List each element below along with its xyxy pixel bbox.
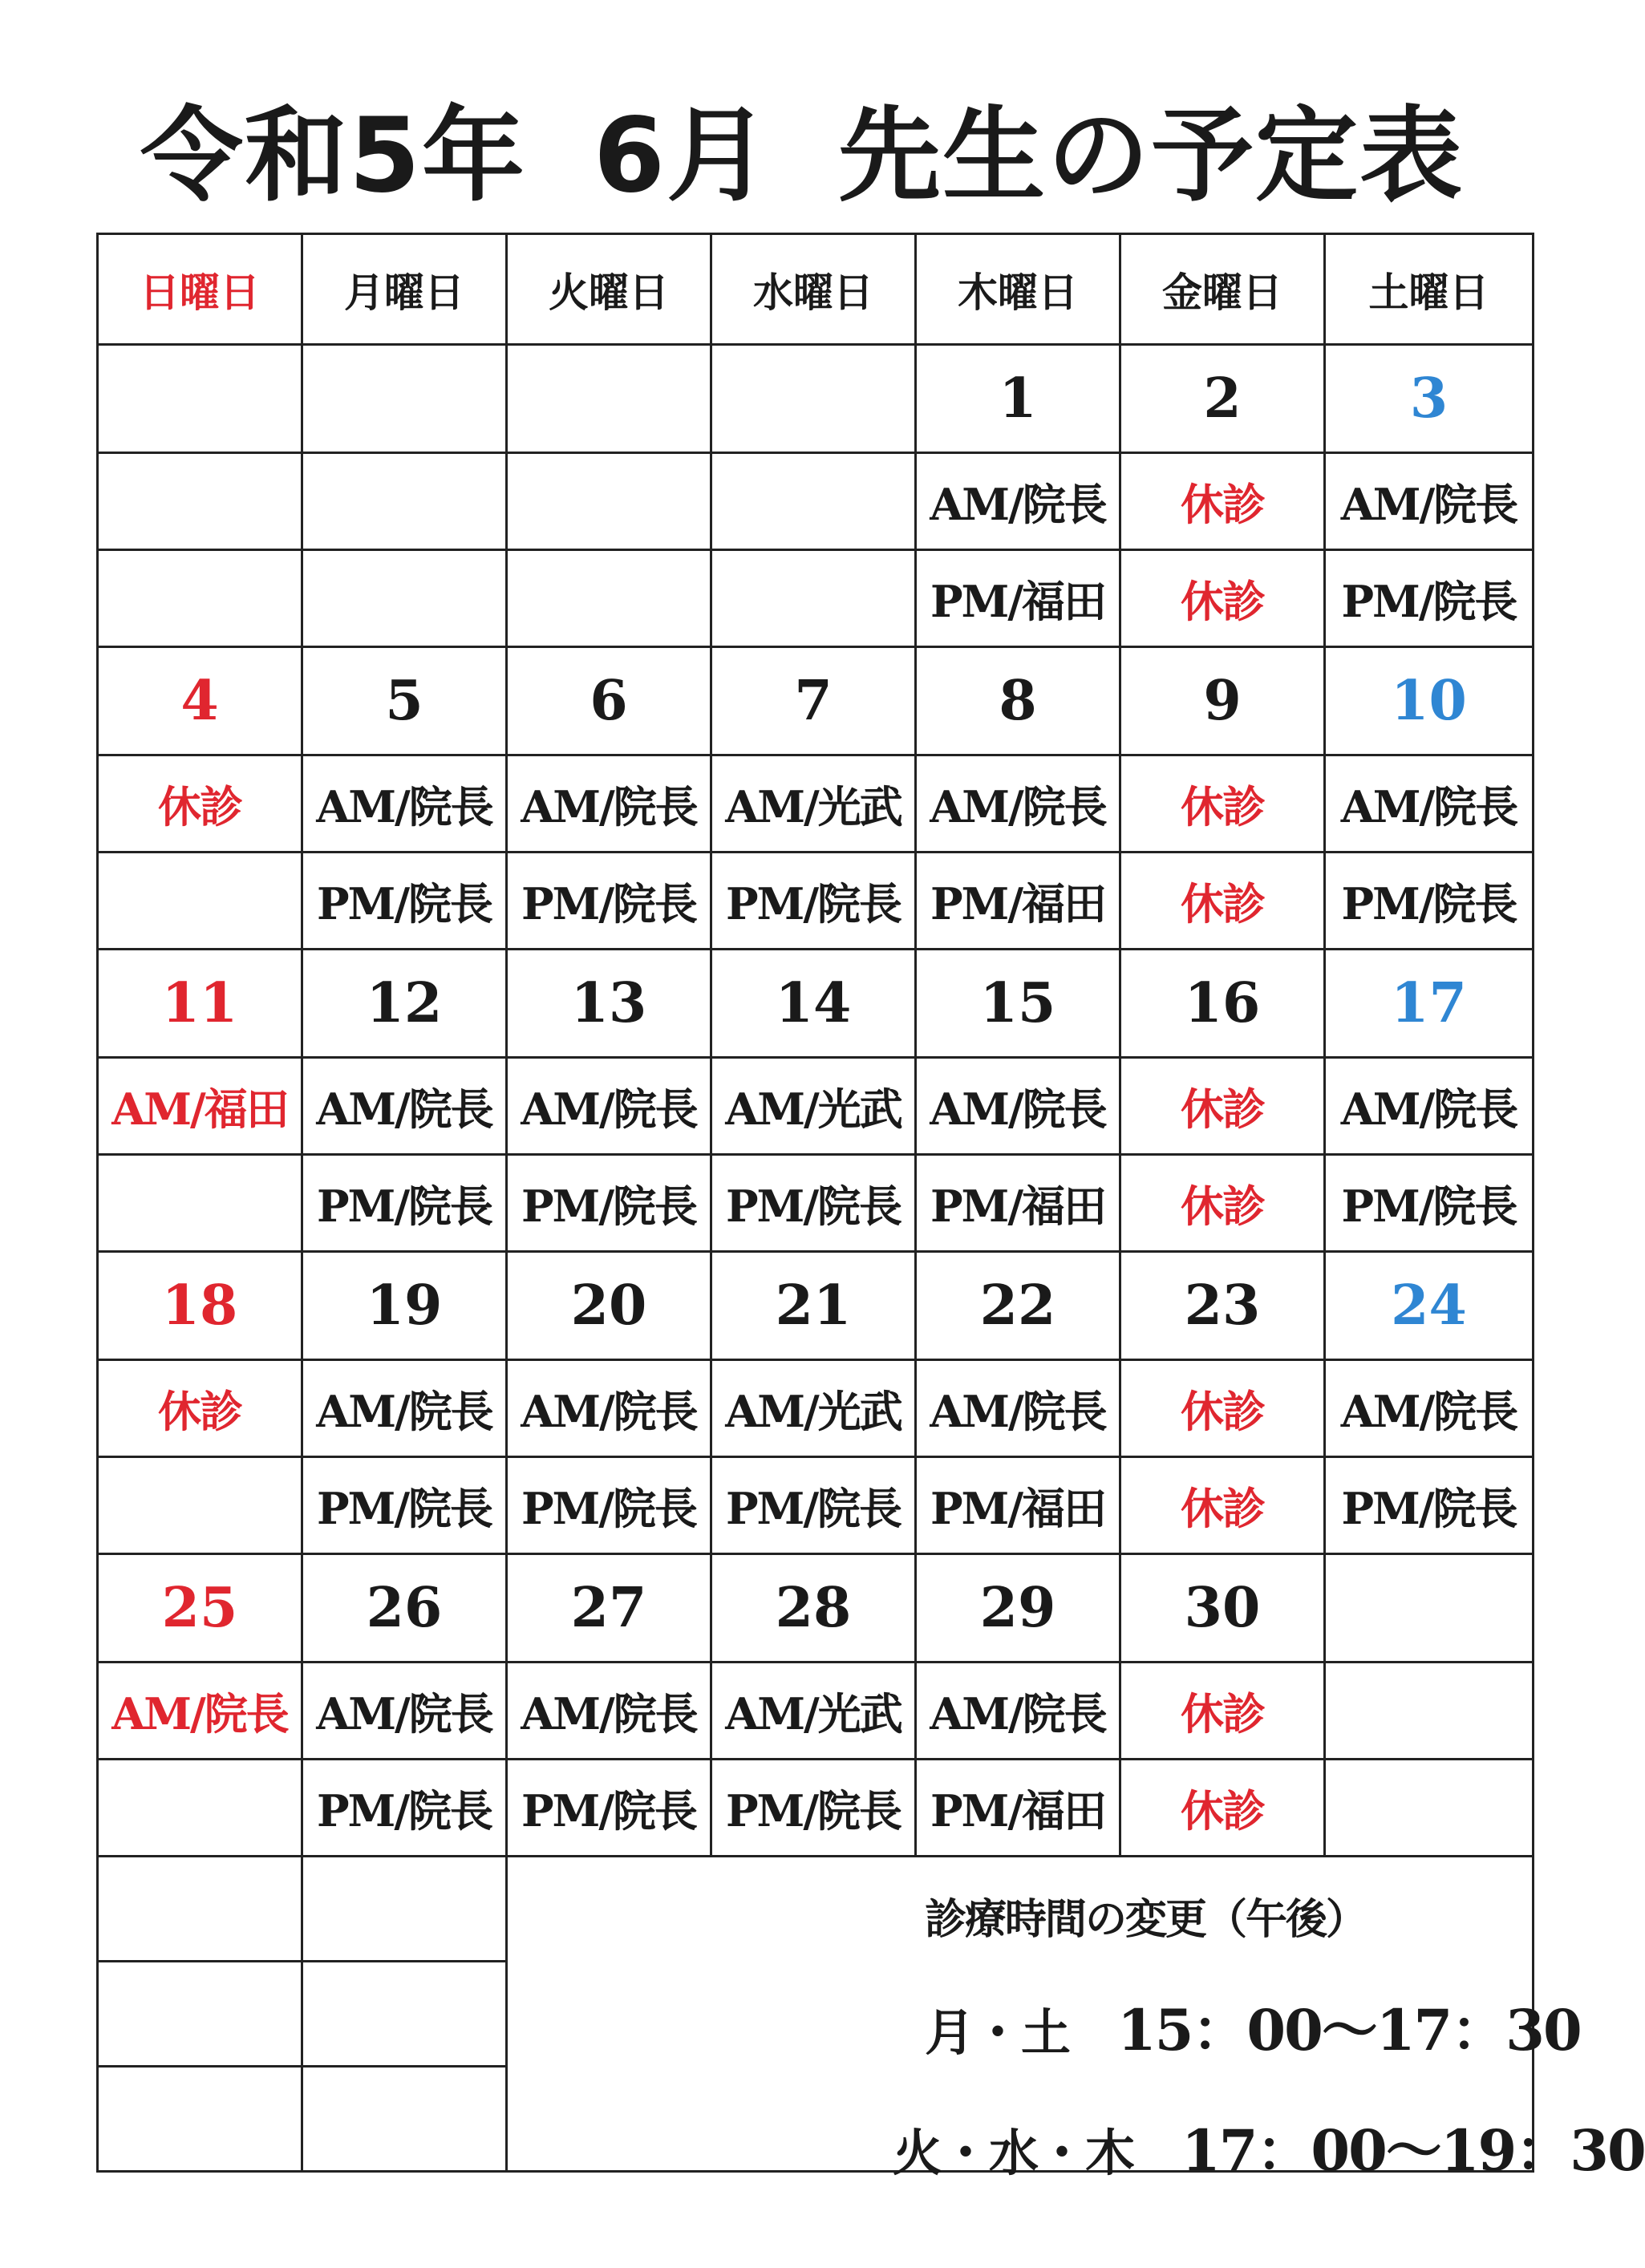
week-3-am-schedule-row: [98, 1058, 1534, 1155]
pm-schedule-cell: PM/院長: [711, 1457, 916, 1554]
day-number-cell: 18: [98, 1252, 302, 1360]
week-1-am-schedule-row: [98, 453, 1534, 550]
am-schedule-cell: AM/院長: [916, 755, 1120, 853]
week-2-day-number-row: [98, 647, 1534, 755]
am-schedule-cell: 休診: [1120, 1360, 1325, 1457]
am-schedule-cell: AM/院長: [1325, 1360, 1534, 1457]
weekday-header: 火曜日: [507, 234, 711, 345]
day-number-cell: 21: [711, 1252, 916, 1360]
day-number-cell: 6: [507, 647, 711, 755]
pm-schedule-cell: PM/院長: [711, 1155, 916, 1252]
am-schedule-cell: 休診: [1120, 453, 1325, 550]
am-schedule-cell: AM/院長: [302, 1663, 507, 1760]
pm-schedule-cell: 休診: [1120, 853, 1325, 950]
blank-cell: [302, 2067, 507, 2172]
am-schedule-cell: [302, 453, 507, 550]
day-number-cell: [1325, 1554, 1534, 1663]
blank-cell: [302, 1857, 507, 1962]
week-1-pm-schedule-row: [98, 550, 1534, 647]
pm-schedule-cell: PM/院長: [302, 1760, 507, 1857]
day-number-cell: 10: [1325, 647, 1534, 755]
pm-schedule-cell: PM/福田: [916, 853, 1120, 950]
day-number-cell: [302, 345, 507, 453]
notice-time: 17：00～19：30: [1181, 2117, 1645, 2184]
pm-schedule-cell: PM/福田: [916, 550, 1120, 647]
day-number-cell: 17: [1325, 950, 1534, 1058]
am-schedule-cell: AM/福田: [98, 1058, 302, 1155]
pm-schedule-cell: PM/院長: [507, 853, 711, 950]
pm-schedule-cell: [98, 1457, 302, 1554]
am-schedule-cell: 休診: [98, 1360, 302, 1457]
day-number-cell: 1: [916, 345, 1120, 453]
day-number-cell: 11: [98, 950, 302, 1058]
pm-schedule-cell: PM/院長: [1325, 550, 1534, 647]
page-title: [0, 88, 1604, 225]
day-number-cell: 20: [507, 1252, 711, 1360]
am-schedule-cell: AM/院長: [98, 1663, 302, 1760]
week-3-pm-schedule-row: [98, 1155, 1534, 1252]
am-schedule-cell: AM/院長: [302, 1058, 507, 1155]
hours-notice-box: [508, 1857, 1645, 2184]
pm-schedule-cell: [1325, 1760, 1534, 1857]
day-number-cell: 2: [1120, 345, 1325, 453]
day-number-cell: 4: [98, 647, 302, 755]
pm-schedule-cell: PM/院長: [711, 853, 916, 950]
weekday-header: 金曜日: [1120, 234, 1325, 345]
pm-schedule-cell: 休診: [1120, 1760, 1325, 1857]
day-number-cell: [711, 345, 916, 453]
blank-cell: [98, 1962, 302, 2067]
am-schedule-cell: [1325, 1663, 1534, 1760]
pm-schedule-cell: PM/院長: [507, 1457, 711, 1554]
am-schedule-cell: AM/光武: [711, 1360, 916, 1457]
footer-row: [98, 1857, 1534, 1962]
title-main: 先生の予定表: [838, 96, 1465, 216]
week-1-day-number-row: [98, 345, 1534, 453]
day-number-cell: 13: [507, 950, 711, 1058]
day-number-cell: 7: [711, 647, 916, 755]
am-schedule-cell: AM/院長: [916, 1058, 1120, 1155]
pm-schedule-cell: PM/院長: [1325, 1155, 1534, 1252]
title-month: 6月: [593, 96, 772, 216]
am-schedule-cell: AM/院長: [916, 1360, 1120, 1457]
pm-schedule-cell: PM/院長: [302, 853, 507, 950]
pm-schedule-cell: 休診: [1120, 1155, 1325, 1252]
pm-schedule-cell: [98, 853, 302, 950]
week-4-pm-schedule-row: [98, 1457, 1534, 1554]
pm-schedule-cell: [98, 550, 302, 647]
weekday-header: 木曜日: [916, 234, 1120, 345]
day-number-cell: 28: [711, 1554, 916, 1663]
day-number-cell: 30: [1120, 1554, 1325, 1663]
am-schedule-cell: 休診: [98, 755, 302, 853]
am-schedule-cell: AM/院長: [507, 1360, 711, 1457]
day-number-cell: 23: [1120, 1252, 1325, 1360]
day-number-cell: 15: [916, 950, 1120, 1058]
am-schedule-cell: [507, 453, 711, 550]
pm-schedule-cell: PM/福田: [916, 1760, 1120, 1857]
am-schedule-cell: AM/院長: [1325, 755, 1534, 853]
blank-cell: [98, 1857, 302, 1962]
week-4-am-schedule-row: [98, 1360, 1534, 1457]
day-number-cell: 29: [916, 1554, 1120, 1663]
day-number-cell: [507, 345, 711, 453]
day-number-cell: 5: [302, 647, 507, 755]
pm-schedule-cell: PM/院長: [711, 1760, 916, 1857]
blank-cell: [302, 1962, 507, 2067]
day-number-cell: 9: [1120, 647, 1325, 755]
day-number-cell: 22: [916, 1252, 1120, 1360]
am-schedule-cell: AM/光武: [711, 1058, 916, 1155]
weekday-header: 日曜日: [98, 234, 302, 345]
day-number-cell: [98, 345, 302, 453]
day-number-cell: 27: [507, 1554, 711, 1663]
pm-schedule-cell: 休診: [1120, 1457, 1325, 1554]
am-schedule-cell: AM/院長: [916, 453, 1120, 550]
notice-row: [893, 2106, 1645, 2187]
week-4-day-number-row: [98, 1252, 1534, 1360]
pm-schedule-cell: PM/院長: [507, 1155, 711, 1252]
am-schedule-cell: AM/光武: [711, 755, 916, 853]
pm-schedule-cell: PM/院長: [302, 1155, 507, 1252]
notice-days: 月・土: [925, 2003, 1070, 2062]
am-schedule-cell: AM/院長: [1325, 453, 1534, 550]
day-number-cell: 8: [916, 647, 1120, 755]
am-schedule-cell: AM/院長: [1325, 1058, 1534, 1155]
day-number-cell: 25: [98, 1554, 302, 1663]
schedule-table: [96, 233, 1645, 2184]
pm-schedule-cell: PM/福田: [916, 1457, 1120, 1554]
hours-notice: [507, 1857, 1645, 2184]
notice-time: 15：00～17：30: [1117, 1997, 1581, 2063]
pm-schedule-cell: PM/院長: [507, 1760, 711, 1857]
am-schedule-cell: AM/院長: [507, 1663, 711, 1760]
am-schedule-cell: 休診: [1120, 1058, 1325, 1155]
pm-schedule-cell: PM/院長: [1325, 1457, 1534, 1554]
notice-days: 火・水・木: [893, 2124, 1134, 2182]
day-number-cell: 12: [302, 950, 507, 1058]
day-number-cell: 16: [1120, 950, 1325, 1058]
pm-schedule-cell: PM/院長: [1325, 853, 1534, 950]
am-schedule-cell: 休診: [1120, 1663, 1325, 1760]
week-5-pm-schedule-row: [98, 1760, 1534, 1857]
pm-schedule-cell: [98, 1760, 302, 1857]
weekday-header: 月曜日: [302, 234, 507, 345]
am-schedule-cell: AM/院長: [916, 1663, 1120, 1760]
notice-row: [925, 1986, 1581, 2067]
title-era: 令和5年: [140, 96, 526, 216]
pm-schedule-cell: [98, 1155, 302, 1252]
weekday-header-row: [98, 234, 1534, 345]
weekday-header: 土曜日: [1325, 234, 1534, 345]
week-5-day-number-row: [98, 1554, 1534, 1663]
pm-schedule-cell: 休診: [1120, 550, 1325, 647]
day-number-cell: 3: [1325, 345, 1534, 453]
day-number-cell: 26: [302, 1554, 507, 1663]
weekday-header: 水曜日: [711, 234, 916, 345]
am-schedule-cell: AM/院長: [302, 1360, 507, 1457]
pm-schedule-cell: [302, 550, 507, 647]
week-2-pm-schedule-row: [98, 853, 1534, 950]
am-schedule-cell: [711, 453, 916, 550]
blank-cell: [98, 2067, 302, 2172]
pm-schedule-cell: PM/院長: [302, 1457, 507, 1554]
pm-schedule-cell: PM/福田: [916, 1155, 1120, 1252]
am-schedule-cell: AM/院長: [507, 755, 711, 853]
am-schedule-cell: AM/院長: [507, 1058, 711, 1155]
pm-schedule-cell: [711, 550, 916, 647]
week-2-am-schedule-row: [98, 755, 1534, 853]
am-schedule-cell: 休診: [1120, 755, 1325, 853]
notice-heading: 診療時間の変更（午後）: [925, 1896, 1367, 1944]
week-5-am-schedule-row: [98, 1663, 1534, 1760]
day-number-cell: 19: [302, 1252, 507, 1360]
am-schedule-cell: AM/光武: [711, 1663, 916, 1760]
pm-schedule-cell: [507, 550, 711, 647]
day-number-cell: 24: [1325, 1252, 1534, 1360]
am-schedule-cell: AM/院長: [302, 755, 507, 853]
week-3-day-number-row: [98, 950, 1534, 1058]
am-schedule-cell: [98, 453, 302, 550]
day-number-cell: 14: [711, 950, 916, 1058]
